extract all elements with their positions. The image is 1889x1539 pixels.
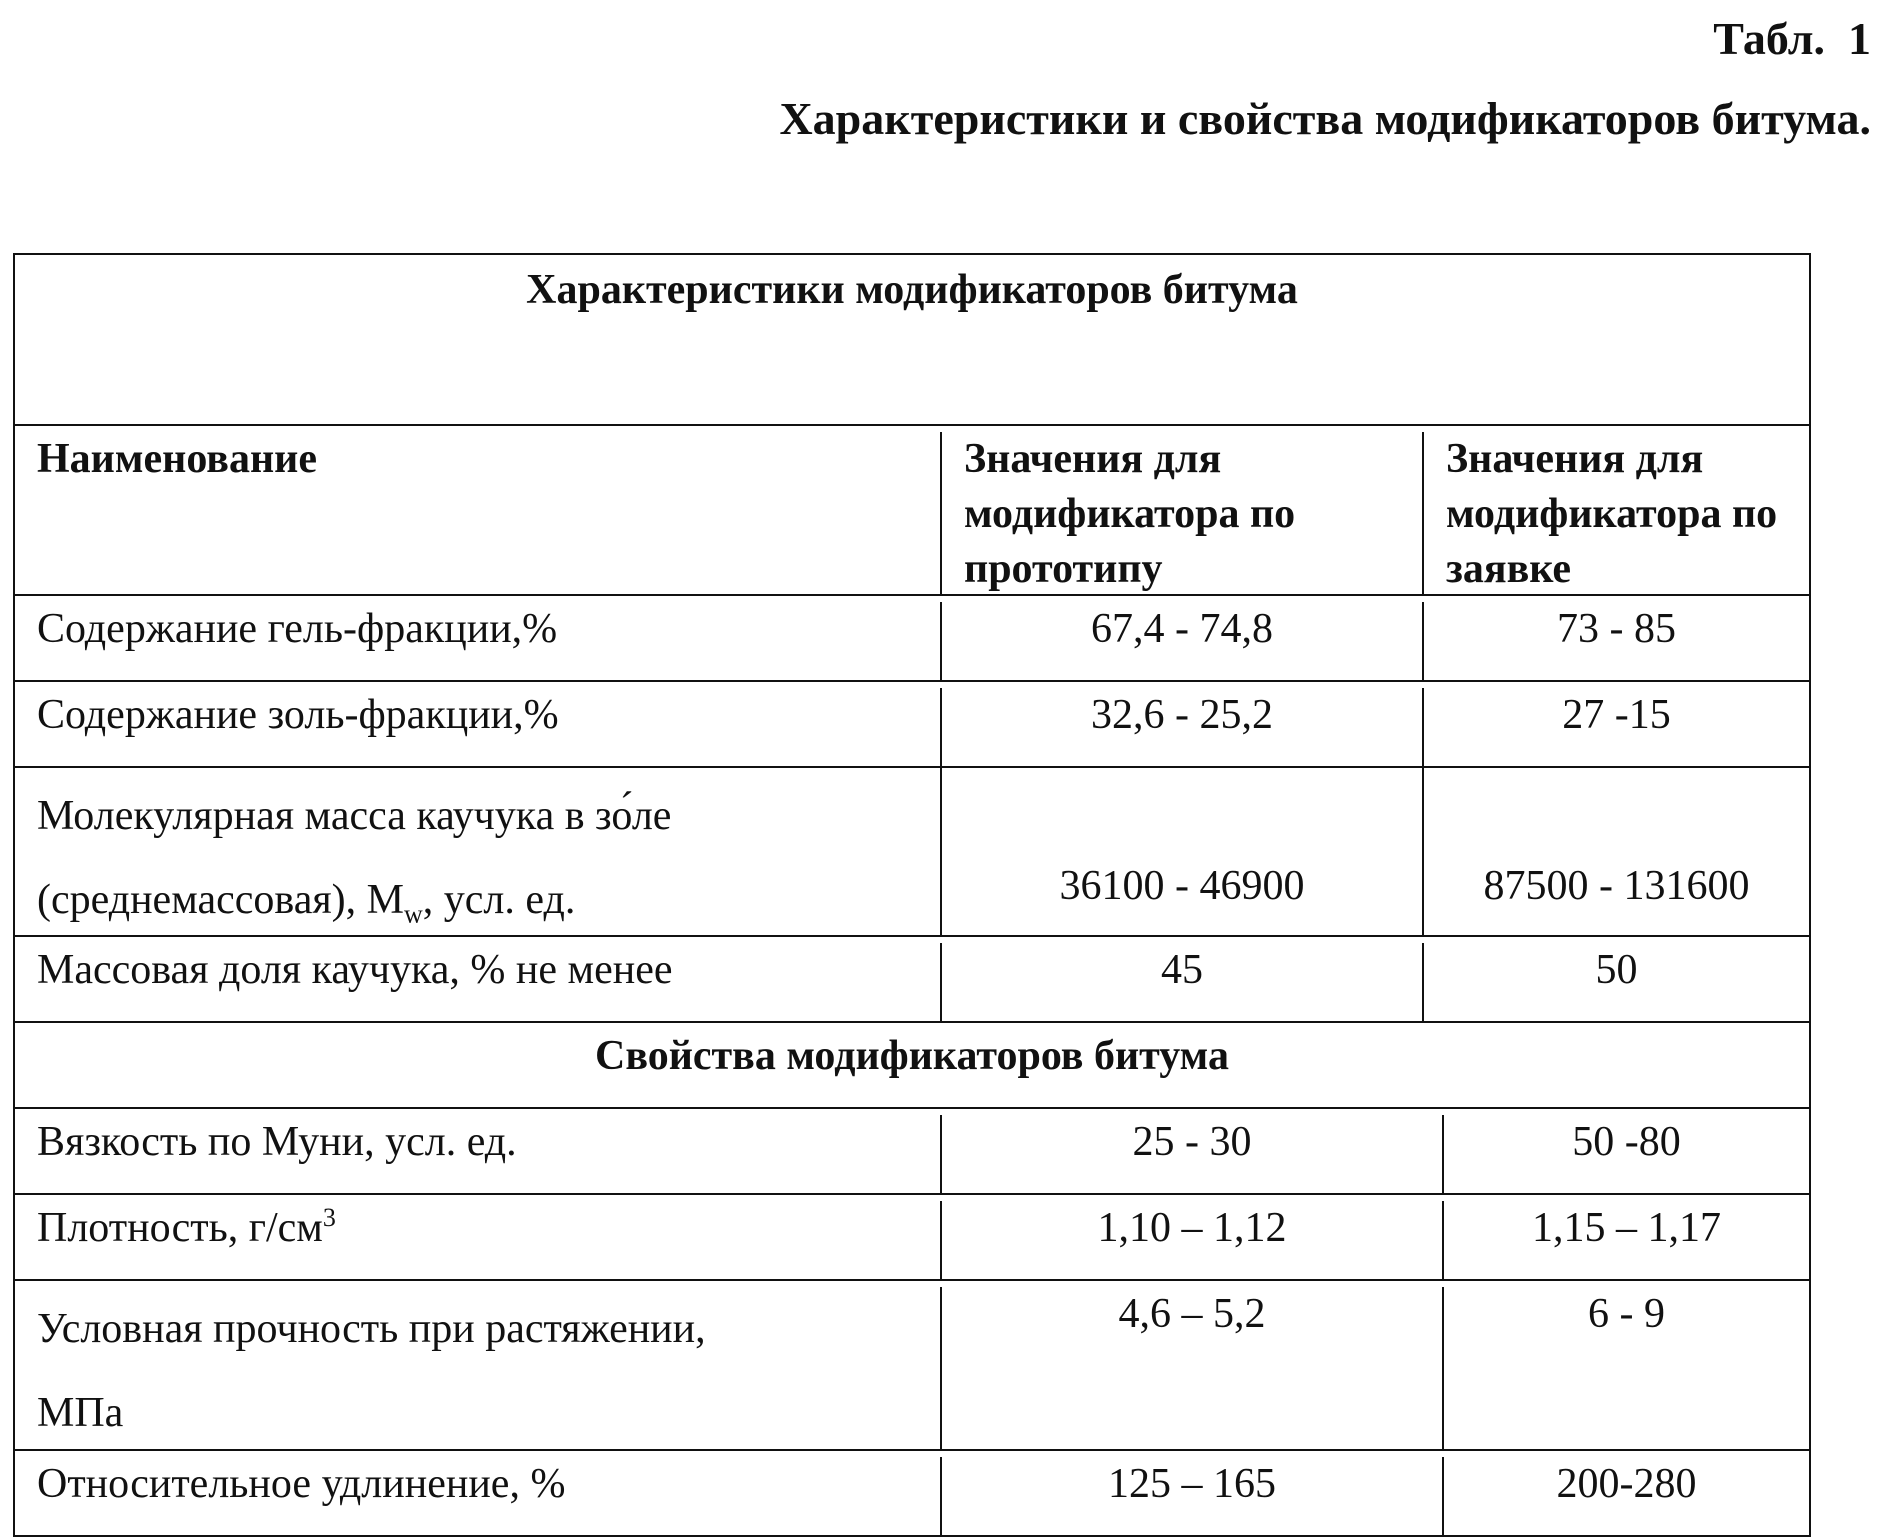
row-application-value: 27 -15 [1422,688,1809,766]
header-row [15,424,1809,594]
row-name-line2: (среднемассовая), $M_w$, усл. ед. [37,877,576,929]
table-row [15,680,1809,766]
subscript-w: w [404,899,423,929]
table-title: Характеристики модификаторов битума [526,267,1298,313]
row-prototype-value: 67,4 - 74,8 [940,602,1422,680]
row-application-value: 200-280 [1442,1457,1809,1535]
row-name: Содержание золь-фракции,% [37,692,559,738]
header-application: Значения для модификатора по заявке [1422,432,1809,594]
row-name: Плотность, $г/см^3$ [37,1203,336,1251]
row-application-value: 50 [1422,943,1809,1021]
row-prototype-value: 25 - 30 [940,1115,1442,1193]
table-row [15,935,1809,1021]
table-number: Табл. 1 [1713,13,1871,64]
row-application-value: 73 - 85 [1422,602,1809,680]
table-title-row [15,255,1809,424]
row-name-line1: Молекулярная масса каучука в зо́ле [37,793,672,839]
row-prototype-value: 32,6 - 25,2 [940,688,1422,766]
row-application-value: 87500 - 131600 [1422,768,1809,935]
header-name: Наименование [37,436,317,482]
row-name-line1: Условная прочность при растяжении, [37,1306,706,1352]
section-title-row [15,1021,1809,1107]
row-application-value: 50 -80 [1442,1115,1809,1193]
row-name: Содержание гель-фракции,% [37,606,558,652]
table-row [15,1449,1809,1535]
table-row [15,1107,1809,1193]
modifiers-table [13,253,1811,1537]
table-caption: Характеристики и свойства модификаторов битума. [779,93,1871,144]
row-prototype-value: 4,6 – 5,2 [940,1287,1442,1449]
row-name [15,1287,940,1449]
row-prototype-value: 45 [940,943,1422,1021]
superscript-3: 3 [322,1203,336,1232]
row-name: Относительное удлинение, % [37,1461,566,1507]
table-row [15,1193,1809,1279]
row-name: Массовая доля каучука, % не менее [37,947,673,993]
section-title: Свойства модификаторов битума [594,1033,1230,1079]
row-prototype-value: 1,10 – 1,12 [940,1201,1442,1279]
row-name-line2: МПа [37,1390,124,1436]
row-prototype-value: 125 – 165 [940,1457,1442,1535]
row-name [15,768,940,935]
row-prototype-value: 36100 - 46900 [940,768,1422,935]
header-prototype: Значения для модификатора по прототипу [940,432,1422,594]
table-row [15,1279,1809,1449]
row-application-value: 6 - 9 [1442,1287,1809,1449]
row-application-value: 1,15 – 1,17 [1442,1201,1809,1279]
row-name: Вязкость по Муни, усл. ед. [37,1119,517,1165]
table-row [15,766,1809,935]
table-row [15,594,1809,680]
